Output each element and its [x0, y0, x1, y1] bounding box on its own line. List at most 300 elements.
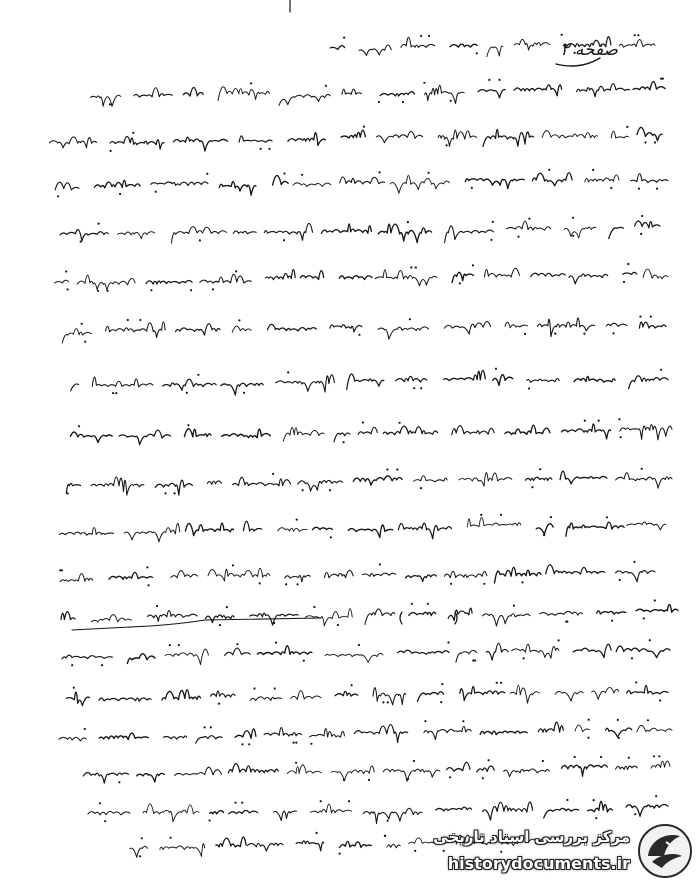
diacritic-dot: [531, 486, 533, 488]
diacritic-dot: [449, 776, 451, 778]
handwritten-word: [99, 698, 151, 701]
handwritten-line: [62, 639, 670, 666]
handwritten-word: [176, 324, 221, 335]
diacritic-dot: [248, 743, 250, 745]
diacritic-dot: [558, 639, 560, 641]
handwritten-word: [268, 324, 317, 331]
diacritic-dot: [407, 778, 409, 780]
handwritten-word: [340, 177, 385, 184]
handwritten-word: [597, 611, 626, 614]
diacritic-dot: [656, 188, 658, 190]
handwritten-word: [331, 766, 374, 781]
handwritten-word: [49, 137, 96, 148]
handwritten-word: [444, 371, 486, 381]
diacritic-dot: [655, 795, 657, 797]
diacritic-dot: [287, 371, 289, 373]
diacritic-dot: [413, 760, 415, 762]
diacritic-dot: [84, 341, 86, 343]
diacritic-dot: [550, 516, 552, 518]
handwritten-word: [106, 322, 166, 338]
handwritten-word: [347, 374, 384, 390]
diacritic-dot: [472, 264, 474, 266]
diacritic-dot: [472, 659, 474, 661]
handwritten-word: [512, 644, 559, 658]
handwritten-word: [616, 646, 670, 658]
handwritten-word: [210, 811, 224, 814]
handwritten-word: [218, 87, 269, 101]
handwritten-word: [232, 326, 251, 332]
handwritten-word: [163, 736, 186, 739]
diacritic-dot: [303, 660, 305, 662]
handwritten-word: [375, 270, 437, 286]
diacritic-dot: [633, 561, 635, 563]
handwritten-word: [185, 523, 233, 536]
diacritic-dot: [148, 584, 150, 586]
diacritic-dot: [462, 720, 464, 722]
diacritic-dot: [498, 79, 500, 81]
diacritic-dot: [260, 148, 262, 150]
handwritten-word: [566, 522, 624, 536]
handwritten-word: [401, 37, 435, 47]
diacritic-dot: [209, 819, 211, 821]
handwritten-word: [424, 726, 471, 739]
handwritten-word: [487, 46, 503, 57]
handwritten-word: [325, 653, 383, 662]
diacritic-dot: [396, 468, 398, 470]
diacritic-dot: [618, 737, 620, 739]
diacritic-dot: [155, 191, 157, 193]
diacritic-dot: [595, 817, 597, 819]
diacritic-dot: [99, 802, 101, 804]
handwritten-word: [373, 688, 406, 705]
handwritten-word: [651, 761, 670, 768]
handwritten-word: [330, 325, 362, 332]
handwritten-word: [285, 575, 311, 582]
handwritten-word: [216, 837, 246, 847]
diacritic-dot: [496, 682, 498, 684]
handwritten-word: [560, 471, 607, 484]
handwritten-word: [365, 609, 395, 625]
handwritten-word: [127, 654, 154, 664]
diacritic-dot: [337, 624, 339, 626]
diacritic-dot: [57, 195, 59, 197]
diacritic-dot: [296, 519, 298, 521]
handwritten-word: [629, 376, 668, 389]
diacritic-dot: [447, 641, 449, 643]
handwritten-word: [335, 691, 358, 696]
handwritten-word: [124, 524, 180, 542]
handwritten-word: [616, 766, 638, 770]
diacritic-dot: [427, 603, 429, 605]
diacritic-dot: [197, 374, 199, 376]
diacritic-dot: [112, 392, 114, 394]
handwritten-word: [480, 731, 527, 734]
diacritic-dot: [316, 832, 318, 834]
diacritic-dot: [186, 392, 188, 394]
handwritten-word: [184, 429, 211, 437]
diacritic-dot: [482, 777, 484, 779]
handwritten-word: [450, 44, 477, 47]
handwritten-word: [92, 377, 153, 387]
handwritten-word: [321, 224, 371, 234]
diacritic-dot: [620, 436, 622, 438]
diacritic-dot: [612, 332, 614, 334]
handwritten-word: [291, 691, 321, 700]
diacritic-dot: [343, 779, 345, 781]
diacritic-dot: [156, 605, 158, 607]
diacritic-dot: [73, 687, 75, 689]
diacritic-dot: [623, 281, 625, 283]
handwritten-word: [409, 612, 436, 615]
handwritten-word: [340, 841, 372, 847]
handwritten-word: [505, 322, 528, 328]
diacritic-dot: [414, 850, 416, 852]
handwritten-word: [311, 804, 352, 813]
diacritic-dot: [310, 743, 312, 745]
handwritten-word: [310, 729, 345, 738]
handwritten-line: [66, 468, 672, 496]
handwritten-word: [417, 692, 443, 702]
handwritten-word: [540, 611, 583, 615]
diacritic-dot: [169, 644, 171, 646]
handwritten-word: [569, 274, 608, 284]
diacritic-dot: [420, 487, 422, 489]
diacritic-dot: [190, 289, 192, 291]
handwritten-word: [627, 685, 668, 694]
diacritic-dot: [524, 333, 526, 335]
diacritic-dot: [283, 239, 285, 241]
handwritten-word: [91, 477, 144, 495]
handwritten-line: [91, 78, 666, 107]
handwritten-word: [60, 574, 92, 582]
diacritic-dot: [253, 687, 255, 689]
diacritic-dot: [618, 418, 620, 420]
handwritten-word: [631, 174, 668, 183]
handwritten-word: [358, 427, 377, 434]
handwritten-word: [91, 95, 121, 106]
diacritic-dot: [523, 657, 525, 659]
handwritten-word: [378, 327, 429, 339]
diacritic-dot: [362, 421, 364, 423]
handwritten-word: [577, 84, 630, 97]
handwritten-word: [77, 275, 135, 290]
watermark: [424, 822, 694, 884]
handwritten-word: [383, 426, 437, 435]
diacritic-dot: [521, 581, 523, 583]
diacritic-dot: [635, 681, 637, 683]
diacritic-dot: [659, 699, 661, 701]
diacritic-dot: [450, 100, 452, 102]
diacritic-dot: [611, 620, 613, 622]
handwritten-word: [483, 802, 533, 820]
handwritten-word: [514, 39, 549, 50]
handwritten-word: [525, 477, 551, 480]
diacritic-dot: [119, 193, 121, 195]
handwritten-word: [506, 221, 550, 230]
diacritic-dot: [368, 779, 370, 781]
diacritic-dot: [610, 187, 612, 189]
handwritten-word: [264, 728, 301, 737]
handwritten-word: [341, 130, 365, 138]
handwritten-word: [397, 650, 449, 654]
diacritic-dot: [339, 853, 341, 855]
diacritic-dot: [272, 473, 274, 475]
diacritic-dot: [641, 468, 643, 470]
diacritic-dot: [660, 369, 662, 371]
diacritic-dot: [379, 171, 381, 173]
diacritic-dot: [210, 726, 212, 728]
handwritten-word: [91, 615, 131, 622]
handwritten-word: [171, 571, 198, 578]
diacritic-dot: [384, 835, 386, 837]
diacritic-dot: [127, 319, 129, 321]
handwritten-word: [444, 321, 490, 334]
handwritten-word: [119, 430, 170, 445]
handwritten-word: [134, 88, 172, 97]
handwritten-word: [510, 685, 539, 703]
handwritten-line: [60, 215, 660, 243]
handwritten-word: [229, 810, 258, 813]
diacritic-dot: [650, 316, 652, 318]
diacritic-dot: [626, 126, 628, 128]
diacritic-dot: [110, 150, 112, 152]
handwritten-word: [66, 692, 89, 705]
handwritten-word: [459, 473, 512, 487]
handwritten-word: [160, 844, 205, 857]
handwritten-word: [495, 567, 541, 583]
diacritic-dot: [411, 603, 413, 605]
diacritic-dot: [644, 141, 646, 143]
diacritic-dot: [654, 599, 656, 601]
handwritten-word: [276, 375, 335, 392]
handwritten-word: [175, 767, 222, 775]
diacritic-dot: [296, 583, 298, 585]
handwritten-word: [467, 518, 520, 527]
diacritic-dot: [351, 684, 353, 686]
handwritten-word: [83, 773, 128, 784]
diacritic-dot: [343, 441, 345, 443]
handwritten-word: [173, 137, 227, 151]
handwritten-word: [200, 274, 251, 283]
handwritten-word: [264, 223, 312, 240]
diacritic-dot: [500, 514, 502, 516]
diacritic-dot: [243, 392, 245, 394]
handwritten-word: [339, 276, 372, 280]
handwritten-word: [380, 92, 414, 96]
handwritten-word: [300, 271, 323, 280]
diacritic-dot: [528, 387, 530, 389]
handwritten-word: [585, 175, 619, 182]
handwritten-word: [486, 643, 508, 660]
diacritic-dot: [542, 760, 544, 762]
diacritic-dot: [548, 169, 550, 171]
diacritic-dot: [150, 289, 152, 291]
diacritic-dot: [471, 187, 473, 189]
handwritten-word: [396, 376, 427, 382]
diacritic-dot: [387, 701, 389, 703]
diacritic-dot: [423, 82, 425, 84]
diacritic-dot: [649, 639, 651, 641]
diacritic-dot: [132, 132, 134, 134]
handwritten-word: [313, 527, 333, 529]
handwritten-word: [363, 573, 396, 576]
handwritten-word: [448, 608, 472, 621]
handwritten-word: [247, 843, 283, 851]
diacritic-dot: [574, 756, 576, 758]
handwritten-word: [274, 811, 297, 821]
diacritic-dot: [59, 569, 61, 571]
diacritic-dot: [313, 606, 315, 608]
handwritten-word: [611, 131, 628, 138]
diacritic-dot: [641, 215, 643, 217]
diacritic-dot: [572, 235, 574, 237]
diacritic-dot: [204, 726, 206, 728]
diacritic-dot: [643, 617, 645, 619]
handwritten-word: [55, 280, 69, 283]
handwritten-word: [61, 612, 75, 620]
diacritic-dot: [654, 141, 656, 143]
handwritten-word: [574, 376, 615, 382]
diacritic-dot: [450, 583, 452, 585]
handwritten-word: [239, 136, 272, 142]
handwritten-word: [118, 232, 155, 239]
handwritten-word: [109, 572, 153, 579]
diacritic-dot: [593, 799, 595, 801]
diacritic-dot: [640, 233, 642, 235]
handwritten-word: [62, 655, 113, 659]
handwritten-word: [130, 846, 148, 857]
diacritic-dot: [627, 263, 629, 265]
handwritten-word: [163, 379, 217, 390]
diacritic-dot: [554, 333, 556, 335]
handwritten-word: [616, 571, 655, 582]
handwritten-word: [219, 182, 256, 196]
diacritic-dot: [81, 323, 83, 325]
diacritic-dot: [84, 728, 86, 730]
handwritten-word: [493, 375, 513, 386]
diacritic-dot: [146, 566, 148, 568]
handwritten-word: [504, 769, 550, 777]
handwritten-line: [59, 719, 672, 746]
handwritten-word: [445, 226, 494, 243]
handwritten-lines: [49, 34, 678, 858]
diacritic-dot: [584, 420, 586, 422]
diacritic-dot: [241, 743, 243, 745]
diacritic-dot: [325, 85, 327, 87]
handwritten-word: [542, 130, 597, 137]
diacritic-dot: [218, 703, 220, 705]
diacritic-dot: [295, 742, 297, 744]
handwritten-word: [183, 87, 203, 96]
handwritten-word: [438, 130, 477, 146]
handwritten-word: [378, 224, 431, 243]
handwritten-line: [61, 599, 678, 626]
diacritic-dot: [118, 781, 120, 783]
diacritic-dot: [226, 606, 228, 608]
handwritten-word: [532, 173, 572, 186]
diacritic-dot: [178, 644, 180, 646]
handwritten-word: [288, 133, 326, 146]
handwritten-word: [279, 94, 330, 105]
handwritten-line: [88, 795, 668, 823]
handwritten-line: [59, 514, 666, 542]
handwritten-word: [71, 384, 79, 391]
handwritten-word: [452, 426, 494, 435]
diacritic-dot: [107, 290, 109, 292]
handwritten-line: [71, 368, 668, 395]
handwritten-word: [330, 46, 345, 50]
handwritten-word: [283, 427, 324, 441]
handwritten-word: [444, 571, 486, 577]
diacritic-dot: [320, 800, 322, 802]
historydocuments-logo-icon: [636, 822, 694, 880]
handwritten-word: [287, 765, 321, 774]
handwritten-word: [348, 525, 392, 538]
diacritic-dot: [409, 318, 411, 320]
diacritic-dot: [199, 239, 201, 241]
handwritten-word: [538, 318, 595, 337]
handwritten-line: [59, 561, 655, 587]
diacritic-dot: [528, 218, 530, 220]
handwritten-word: [211, 691, 235, 697]
handwritten-word: [544, 808, 579, 818]
diacritic-dot: [343, 37, 345, 39]
diacritic-dot: [235, 270, 237, 272]
handwritten-word: [243, 521, 261, 531]
diacritic-dot: [513, 605, 515, 607]
handwritten-word: [573, 644, 611, 657]
handwritten-word: [619, 39, 655, 47]
diacritic-dot: [67, 492, 69, 494]
handwritten-word: [273, 176, 289, 185]
diacritic-dot: [407, 221, 409, 223]
diacritic-dot: [399, 422, 401, 424]
handwritten-word: [575, 725, 589, 732]
diacritic-dot: [517, 236, 519, 238]
handwritten-word: [478, 89, 505, 97]
diacritic-dot: [80, 241, 82, 243]
diacritic-dot: [598, 420, 600, 422]
handwritten-word: [406, 575, 437, 582]
handwritten-word: [606, 323, 627, 326]
diacritic-dot: [219, 624, 221, 626]
handwritten-word: [110, 136, 164, 149]
handwritten-word: [383, 769, 440, 781]
diacritic-dot: [543, 534, 545, 536]
diacritic-dot: [587, 737, 589, 739]
diacritic-dot: [115, 392, 117, 394]
handwritten-word: [635, 221, 660, 228]
handwritten-word: [546, 565, 605, 574]
diacritic-dot: [382, 701, 384, 703]
handwritten-word: [643, 269, 668, 279]
diacritic-dot: [500, 682, 502, 684]
handwritten-word: [531, 273, 566, 277]
handwritten-word: [353, 476, 402, 485]
diacritic-dot: [495, 368, 497, 370]
handwritten-word: [637, 725, 672, 731]
handwritten-word: [363, 808, 422, 823]
handwritten-word: [71, 432, 113, 442]
diacritic-dot: [65, 270, 67, 272]
diacritic-dot: [330, 536, 332, 538]
handwritten-word: [390, 176, 449, 194]
handwritten-word: [536, 524, 553, 535]
handwritten-word: [60, 230, 108, 241]
handwritten-word: [477, 766, 495, 772]
diacritic-dot: [358, 644, 360, 646]
diacritic-dot: [67, 288, 69, 290]
